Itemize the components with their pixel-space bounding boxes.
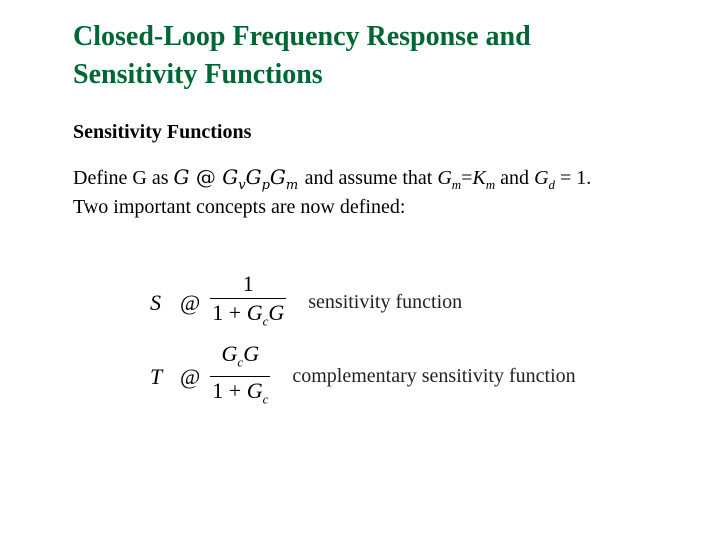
sensitivity-equation [150, 272, 462, 333]
definition-symbol: @ [180, 289, 201, 315]
fraction-denominator: $1 + G_c$ [210, 376, 270, 411]
title-line-1: Closed-Loop Frequency Response and [73, 21, 531, 52]
equation-symbol-t: T [150, 363, 163, 389]
assumption-text: and assume that $G_m=K_m$ and $G_d = 1$. [304, 167, 592, 192]
complementary-fraction [210, 342, 270, 412]
definition-symbol: @ [180, 363, 201, 389]
fraction-numerator: 1 [242, 271, 254, 296]
equation-name-t: complementary sensitivity function [292, 365, 576, 388]
sensitivity-fraction [210, 272, 286, 333]
define-prefix: Define G as [73, 167, 169, 189]
g-definition-equation: G @ $G_vG_pG_m$ [173, 165, 299, 193]
slide-title [73, 18, 693, 94]
equation-symbol-s: S [150, 289, 161, 315]
fraction-numerator: $G_cG$ [221, 341, 260, 370]
section-heading: Sensitivity Functions [73, 121, 252, 143]
title-line-2: Sensitivity Functions [73, 59, 323, 90]
equation-name-s: sensitivity function [308, 291, 463, 314]
concepts-intro-line: Two important concepts are now defined: [73, 196, 406, 218]
fraction-denominator: $1 + G_cG$ [210, 298, 286, 333]
complementary-sensitivity-equation [150, 342, 576, 412]
